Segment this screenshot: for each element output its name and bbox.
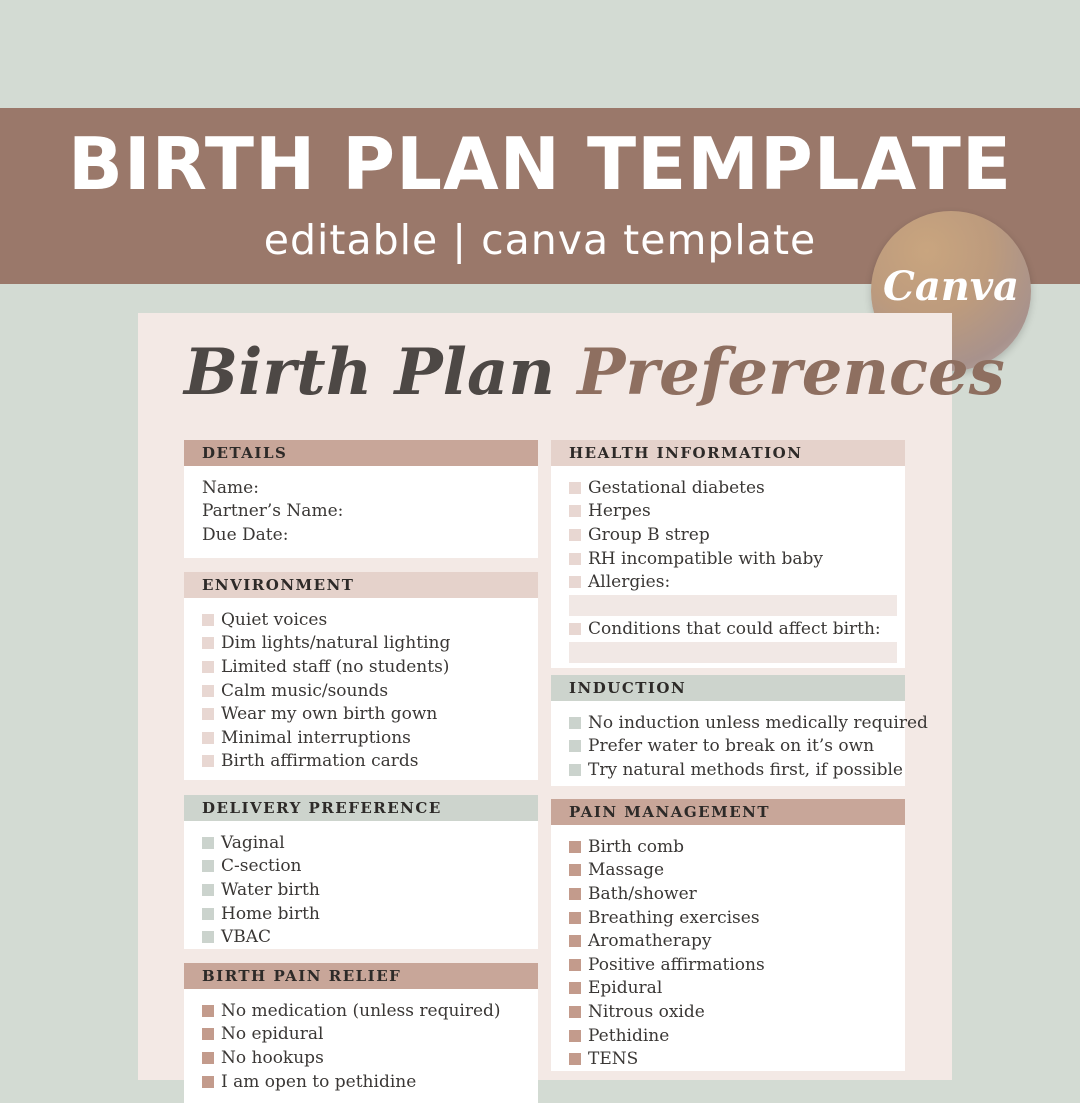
banner-subtitle: editable | canva template bbox=[263, 216, 817, 264]
checkbox[interactable] bbox=[202, 755, 214, 767]
canva-badge-text: Canva bbox=[883, 263, 1019, 310]
checkbox[interactable] bbox=[569, 740, 581, 752]
list-item[interactable]: Try natural methods first, if possible bbox=[569, 758, 887, 782]
checkbox[interactable] bbox=[202, 732, 214, 744]
list-item[interactable]: Dim lights/natural lighting bbox=[202, 632, 520, 656]
health-information-section bbox=[551, 440, 905, 668]
checkbox[interactable] bbox=[202, 1076, 214, 1088]
checkbox[interactable] bbox=[202, 884, 214, 896]
document-title bbox=[184, 335, 1005, 410]
checkbox[interactable] bbox=[569, 505, 581, 517]
details-due-date-field[interactable]: Due Date: bbox=[202, 524, 289, 545]
list-item[interactable]: Quiet voices bbox=[202, 608, 520, 632]
checkbox[interactable] bbox=[202, 1005, 214, 1017]
health-information-heading: HEALTH INFORMATION bbox=[551, 440, 905, 466]
details-heading: DETAILS bbox=[184, 440, 538, 466]
list-item[interactable]: TENS bbox=[569, 1047, 887, 1071]
checkbox[interactable] bbox=[202, 614, 214, 626]
list-item[interactable]: Wear my own birth gown bbox=[202, 702, 520, 726]
checkbox[interactable] bbox=[202, 685, 214, 697]
list-item[interactable]: No hookups bbox=[202, 1046, 520, 1070]
list-item[interactable]: Epidural bbox=[569, 977, 887, 1001]
checkbox[interactable] bbox=[202, 931, 214, 943]
checkbox[interactable] bbox=[569, 888, 581, 900]
checkbox[interactable] bbox=[569, 553, 581, 565]
details-section bbox=[184, 440, 538, 558]
banner-title: BIRTH PLAN TEMPLATE bbox=[67, 122, 1013, 206]
list-item[interactable]: Nitrous oxide bbox=[569, 1000, 887, 1024]
environment-section bbox=[184, 572, 538, 780]
delivery-preference-section bbox=[184, 795, 538, 949]
list-item[interactable]: Water birth bbox=[202, 878, 520, 902]
list-item[interactable]: Limited staff (no students) bbox=[202, 655, 520, 679]
list-item[interactable]: No epidural bbox=[202, 1023, 520, 1047]
list-item[interactable]: Group B strep bbox=[569, 523, 887, 547]
list-item[interactable]: Birth affirmation cards bbox=[202, 750, 520, 774]
list-item[interactable]: RH incompatible with baby bbox=[569, 547, 887, 571]
list-item[interactable]: Prefer water to break on it’s own bbox=[569, 735, 887, 759]
list-item[interactable]: Calm music/sounds bbox=[202, 679, 520, 703]
checkbox[interactable] bbox=[569, 982, 581, 994]
delivery-preference-heading: DELIVERY PREFERENCE bbox=[184, 795, 538, 821]
list-item[interactable]: Minimal interruptions bbox=[202, 726, 520, 750]
environment-heading: ENVIRONMENT bbox=[184, 572, 538, 598]
list-item[interactable]: No induction unless medically required bbox=[569, 711, 887, 735]
checkbox[interactable] bbox=[569, 912, 581, 924]
list-item[interactable]: Massage bbox=[569, 859, 887, 883]
checkbox[interactable] bbox=[569, 717, 581, 729]
checkbox[interactable] bbox=[202, 637, 214, 649]
list-item[interactable]: Birth comb bbox=[569, 835, 887, 859]
list-item[interactable]: Allergies: bbox=[569, 570, 887, 594]
details-name-field[interactable]: Name: bbox=[202, 477, 259, 498]
list-item[interactable]: No medication (unless required) bbox=[202, 999, 520, 1023]
induction-section bbox=[551, 675, 928, 786]
checkbox[interactable] bbox=[569, 864, 581, 876]
checkbox[interactable] bbox=[202, 1028, 214, 1040]
checkbox[interactable] bbox=[202, 837, 214, 849]
checkbox[interactable] bbox=[569, 841, 581, 853]
induction-heading: INDUCTION bbox=[551, 675, 905, 701]
checkbox[interactable] bbox=[569, 764, 581, 776]
checkbox[interactable] bbox=[569, 1030, 581, 1042]
pain-management-section bbox=[551, 799, 905, 1071]
list-item[interactable]: Conditions that could affect birth: bbox=[569, 617, 887, 641]
list-item[interactable]: Gestational diabetes bbox=[569, 476, 887, 500]
list-item[interactable]: C-section bbox=[202, 855, 520, 879]
birth-pain-relief-heading: BIRTH PAIN RELIEF bbox=[184, 963, 538, 989]
details-partner-field[interactable]: Partner’s Name: bbox=[202, 501, 344, 522]
list-item[interactable]: Vaginal bbox=[202, 831, 520, 855]
checkbox[interactable] bbox=[202, 908, 214, 920]
checkbox[interactable] bbox=[202, 1052, 214, 1064]
pain-management-heading: PAIN MANAGEMENT bbox=[551, 799, 905, 825]
list-item[interactable]: I am open to pethidine bbox=[202, 1070, 520, 1094]
checkbox[interactable] bbox=[569, 623, 581, 635]
checkbox[interactable] bbox=[569, 935, 581, 947]
birth-plan-page bbox=[138, 313, 1005, 1092]
checkbox[interactable] bbox=[569, 482, 581, 494]
allergies-input[interactable] bbox=[569, 595, 897, 616]
checkbox[interactable] bbox=[569, 1006, 581, 1018]
document-title-main: Birth Plan bbox=[184, 335, 555, 410]
checkbox[interactable] bbox=[569, 1053, 581, 1065]
list-item[interactable]: Herpes bbox=[569, 500, 887, 524]
list-item[interactable]: VBAC bbox=[202, 925, 520, 949]
checkbox[interactable] bbox=[569, 959, 581, 971]
checkbox[interactable] bbox=[569, 576, 581, 588]
conditions-input[interactable] bbox=[569, 642, 897, 663]
list-item[interactable]: Home birth bbox=[202, 902, 520, 926]
checkbox[interactable] bbox=[202, 708, 214, 720]
list-item[interactable]: Pethidine bbox=[569, 1024, 887, 1048]
checkbox[interactable] bbox=[569, 529, 581, 541]
list-item[interactable]: Bath/shower bbox=[569, 882, 887, 906]
checkbox[interactable] bbox=[202, 860, 214, 872]
document-title-accent: Preferences bbox=[577, 335, 1005, 410]
birth-pain-relief-section bbox=[184, 963, 538, 1103]
checkbox[interactable] bbox=[202, 661, 214, 673]
list-item[interactable]: Positive affirmations bbox=[569, 953, 887, 977]
list-item[interactable]: Aromatherapy bbox=[569, 929, 887, 953]
list-item[interactable]: Breathing exercises bbox=[569, 906, 887, 930]
